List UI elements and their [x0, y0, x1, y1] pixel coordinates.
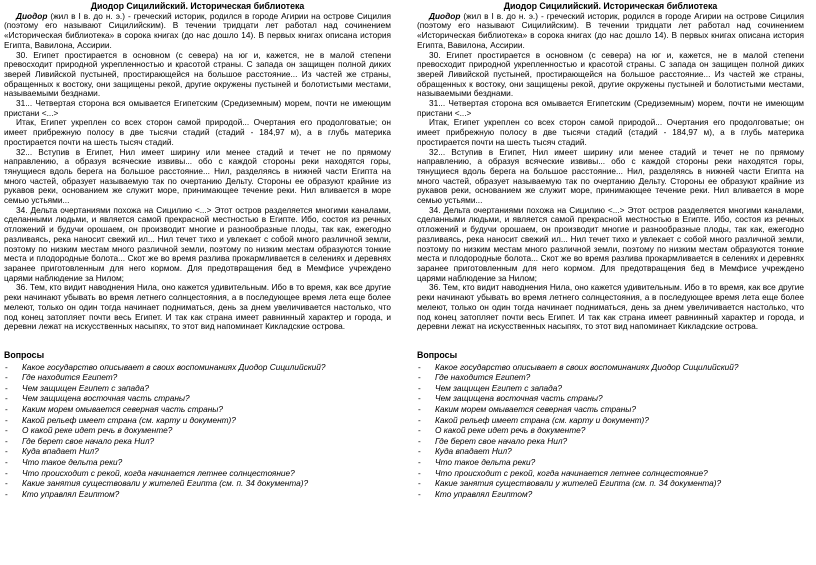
document-column-right [417, 2, 804, 499]
questions-list [417, 362, 804, 500]
question-item: - Где находится Египет? [4, 372, 391, 383]
question-item: - Чем защищена восточная часть страны? [4, 393, 391, 404]
document-title: Диодор Сицилийский. Историческая библиотека [503, 1, 718, 11]
paragraph-31: 31... Четвертая сторона вся омывается Египетским (Средиземным) морем, почти не имеющим пристани <...> [4, 98, 391, 118]
author-name: Диодор [429, 10, 461, 21]
question-item: - Кто управлял Египтом? [417, 489, 804, 500]
question-item: - Куда впадает Нил? [4, 446, 391, 457]
question-item: - Где берет свое начало река Нил? [4, 436, 391, 447]
question-item: - Какое государство описывает в своих воспоминаниях Диодор Сицилийский? [417, 362, 804, 373]
paragraph-31: 31... Четвертая сторона вся омывается Египетским (Средиземным) морем, почти не имеющим пристани <...> [417, 98, 804, 118]
question-item: - Чем защищен Египет с запада? [417, 383, 804, 394]
paragraph-34: 34. Дельта очертаниями похожа на Сицилию <...> Этот остров разделяется многими каналами, сделанными людьми, и является самой прекрасной местностью в Египте. Ибо, состоя из речных отложений и будучи орошаем, он производит многие и разнообразные плоды, так как, ежегодно разливаясь, река наносит свежий ил... Нил течет тихо и увлекает с собой много различной земли, поэтому по низким местам много различной земли, поэтому по низким местам образуются тонкие места и плодородные болота... Скот же во время разлива прокармливается в селениях и деревнях заранее приготовленным для него кормом. Для предотвращения бед в Мемфисе учреждено царями наблюдение за Нилом; [417, 204, 804, 283]
paragraph-32: 32... Вступив в Египет, Нил имеет ширину или менее стадий и течет не по прямому направлению, а образуя всяческие извивы... обо с каждой стороны реки находятся горы, тянущиеся вдоль берега на большое расстояние... Нил, разделяясь в нижней части Египта на много частей, образует называемую так по очертанию Дельту. Стороны ее образуют крайние из рукавов реки, основанием же служит море, принимающее течение реки. Нил вливается в море семью устьями... [417, 146, 804, 206]
paragraph-30: 30. Египет простирается в основном (с севера) на юг и, кажется, не в малой степени превосходит природной укрепленностью и красотой страны. С запада он защищен полной диких зверей Ливийской пустыней, простирающейся на большое расстояние... Из частей же страны, обращенных к востоку, они защищены рекой, другие окружены пустыней и болотистыми местами, называемыми безднами. [417, 49, 804, 99]
paragraph-32: 32... Вступив в Египет, Нил имеет ширину или менее стадий и течет не по прямому направлению, а образуя всяческие извивы... обо с каждой стороны реки находятся горы, тянущиеся вдоль берега на большое расстояние... Нил, разделяясь в нижней части Египта на много частей, образует называемую так по очертанию Дельту. Стороны ее образуют крайние из рукавов реки, основанием же служит море, принимающее течение реки. Нил вливается в море семью устьями... [4, 146, 391, 206]
paragraph-36: 36. Тем, кто видит наводнения Нила, оно кажется удивительным. Ибо в то время, как все другие реки начинают убывать во время летнего солнцестояния, а в последующее время лета еще более мелеют, только он один тогда начинает подниматься, день за днем увеличивается настолько, что под конец затопляет почти весь Египет. И так как страна имеет равнинный характер и города, и деревни лежат на искусственных насыпях, то этот вид напоминает Кикладские острова. [417, 282, 804, 332]
document-column-left [4, 2, 391, 499]
question-item: - Где берет свое начало река Нил? [417, 436, 804, 447]
question-item: - Что такое дельта реки? [4, 457, 391, 468]
paragraph-36: 36. Тем, кто видит наводнения Нила, оно кажется удивительным. Ибо в то время, как все другие реки начинают убывать во время летнего солнцестояния, а в последующее время лета еще более мелеют, только он один тогда начинает подниматься, день за днем увеличивается настолько, что под конец затопляет почти весь Египет. И так как страна имеет равнинный характер и города, и деревни лежат на искусственных насыпях, то этот вид напоминает Кикладские острова. [4, 282, 391, 332]
question-item: - Что происходит с рекой, когда начинается летнее солнцестояние? [417, 468, 804, 479]
question-item: - Где находится Египет? [417, 372, 804, 383]
question-item: - Чем защищен Египет с запада? [4, 383, 391, 394]
question-item: - О какой реке идет речь в документе? [4, 425, 391, 436]
question-item: - Каким морем омывается северная часть страны? [4, 404, 391, 415]
paragraph-31-cont: Итак, Египет укреплен со всех сторон самой природой... Очертания его продолговатые; он имеет прибрежную полосу в две тысячи стадий (стадий - 184,97 м), а в глубь материка простирается почти на шесть тысяч стадий. [417, 117, 804, 147]
question-item: - Куда впадает Нил? [417, 446, 804, 457]
author-name: Диодор [16, 10, 48, 21]
question-item: - О какой реке идет речь в документе? [417, 425, 804, 436]
intro-text: (жил в I в. до н. э.) - греческий историк, родился в городе Агирии на острове Сицилия (поэтому его называют Сицилийским). В течении тридцати лет работал над сочинением «Историческая библиотека» в сорока книгах (до нас дошло 14). В первых книгах описана история Египта, Вавилона, Ассирии. [4, 10, 391, 50]
paragraph-34: 34. Дельта очертаниями похожа на Сицилию <...> Этот остров разделяется многими каналами, сделанными людьми, и является самой прекрасной местностью в Египте. Ибо, состоя из речных отложений и будучи орошаем, он производит многие и разнообразные плоды, так как, ежегодно разливаясь, река наносит свежий ил... Нил течет тихо и увлекает с собой много различной земли, поэтому по низким местам много различной земли, поэтому по низким местам образуются тонкие места и плодородные болота... Скот же во время разлива прокармливается в селениях и деревнях заранее приготовленным для него кормом. Для предотвращения бед в Мемфисе учреждено царями наблюдение за Нилом; [4, 204, 391, 283]
question-item: - Что происходит с рекой, когда начинается летнее солнцестояние? [4, 468, 391, 479]
question-item: - Кто управлял Египтом? [4, 489, 391, 500]
document-title: Диодор Сицилийский. Историческая библиотека [90, 1, 305, 11]
question-item: - Какой рельеф имеет страна (см. карту и документ)? [417, 415, 804, 426]
paragraph-31-cont: Итак, Египет укреплен со всех сторон самой природой... Очертания его продолговатые; он имеет прибрежную полосу в две тысячи стадий (стадий - 184,97 м), а в глубь материка простирается почти на шесть тысяч стадий. [4, 117, 391, 147]
intro-paragraph [417, 12, 804, 51]
question-item: - Что такое дельта реки? [417, 457, 804, 468]
intro-paragraph [4, 12, 391, 51]
question-item: - Какой рельеф имеет страна (см. карту и документ)? [4, 415, 391, 426]
paragraph-30: 30. Египет простирается в основном (с севера) на юг и, кажется, не в малой степени превосходит природной укрепленностью и красотой страны. С запада он защищен полной диких зверей Ливийской пустыней, простирающейся на большое расстояние... Из частей же страны, обращенных к востоку, они защищены рекой, другие окружены пустыней и болотистыми местами, называемыми безднами. [4, 49, 391, 99]
question-item: - Чем защищена восточная часть страны? [417, 393, 804, 404]
question-item: - Какое государство описывает в своих воспоминаниях Диодор Сицилийский? [4, 362, 391, 373]
question-item: - Какие занятия существовали у жителей Египта (см. п. 34 документа)? [417, 478, 804, 489]
questions-heading: Вопросы [417, 349, 458, 360]
question-item: - Какие занятия существовали у жителей Египта (см. п. 34 документа)? [4, 478, 391, 489]
question-item: - Каким морем омывается северная часть страны? [417, 404, 804, 415]
questions-heading: Вопросы [4, 349, 45, 360]
questions-list [4, 362, 391, 500]
intro-text: (жил в I в. до н. э.) - греческий историк, родился в городе Агирии на острове Сицилия (поэтому его называют Сицилийским). В течении тридцати лет работал над сочинением «Историческая библиотека» в сорока книгах (до нас дошло 14). В первых книгах описана история Египта, Вавилона, Ассирии. [417, 10, 804, 50]
